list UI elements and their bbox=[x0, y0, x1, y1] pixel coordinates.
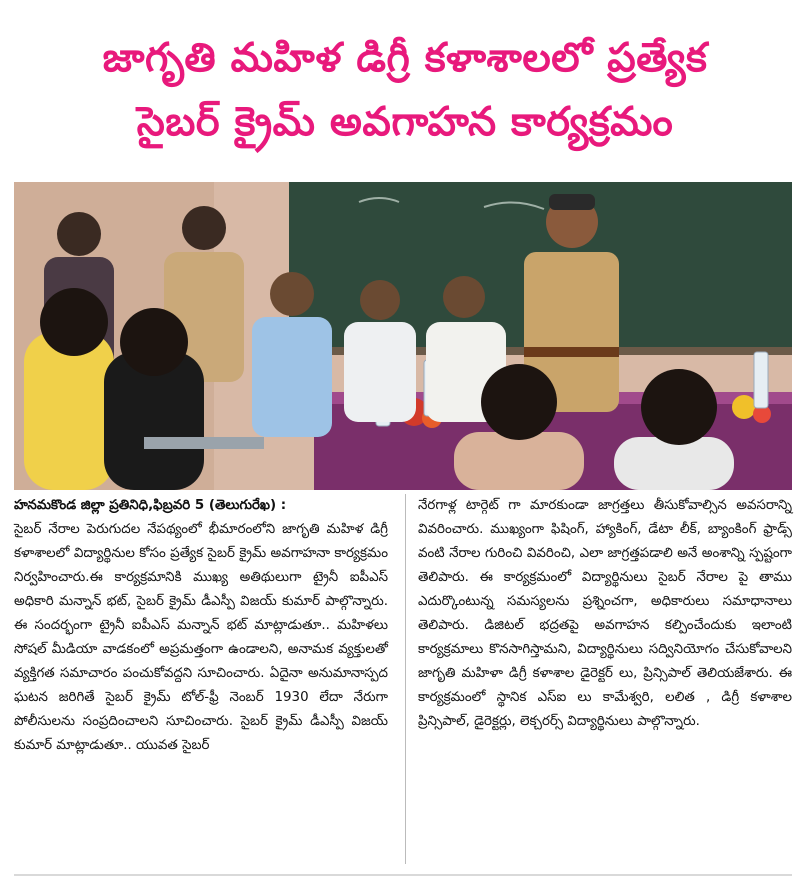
classroom-photo-icon bbox=[14, 182, 792, 490]
article-column-right bbox=[418, 494, 792, 734]
headline-line-2: సైబర్ క్రైమ్ అవగాహన కార్యక్రమం bbox=[136, 99, 674, 145]
headline-line-1: జాగృతి మహిళ డిగ్రీ కళాశాలలో ప్రత్యేక bbox=[102, 35, 708, 81]
article-body bbox=[14, 494, 792, 874]
news-photo bbox=[14, 182, 792, 490]
dateline: హనమకొండ జిల్లా ప్రతినిధి,ఫిబ్రవరి 5 (తెలుగురేఖ) : bbox=[14, 498, 287, 513]
article-paragraph-right: నేరగాళ్ల టార్గెట్ గా మారకుండా జాగ్రత్తలు తీసుకోవాల్సిన అవసరాన్ని వివరించారు. ముఖ్యంగా ఫిషింగ్, హ్యాకింగ్, డేటా లీక్, బ్యాంకింగ్ ఫ్రాడ్స్ వంటి నేరాల గురించి వివరించి, ఎలా జాగ్రత్తపడాలి అనే అంశాన్ని స్పష్టంగా తెలిపారు. ఈ కార్యక్రమంలో విద్యార్థినులు సైబర్ నేరాల పై తాము ఎదుర్కొంటున్న సమస్యలను ప్రశ్నించగా, అధికారులు సమాధానాలు తెలిపారు. డిజిటల్ భద్రతపై అవగాహన కల్పించేందుకు ఇలాంటి కార్యక్రమాలు కొనసాగిస్తామని, విద్యార్థినులు సద్వినియోగం చేసుకోవాలని జాగృతి మహిళా డిగ్రీ కళాశాల డైరెక్టర్ లు, ప్రిన్సిపాల్ తెలియజేశారు. ఈ కార్యక్రమంలో స్థానిక ఎస్ఐ లు కామేశ్వరి, లలిత , డిగ్రీ కళాశాల ప్రిన్సిపాల్, డైరెక్టర్లు, లెక్చరర్స్ విద్యార్థినులు పాల్గొన్నారు. bbox=[418, 498, 792, 729]
column-divider bbox=[405, 494, 406, 864]
article-paragraph-left: సైబర్ నేరాల పెరుగుదల నేపథ్యంలో భీమారంలోని జాగృతి మహిళ డిగ్రీ కళాశాలలో విద్యార్థినుల కోసం ప్రత్యేక సైబర్ క్రైమ్ అవగాహనా కార్యక్రమం నిర్వహించారు.ఈ కార్యక్రమానికి ముఖ్య అతిథులుగా ట్రైనీ ఐపీఎస్ అధికారి మన్నాన్ భట్, సైబర్ క్రైమ్ డీఎస్పీ విజయ్ కుమార్ పాల్గొన్నారు. ఈ సందర్భంగా ట్రైనీ ఐపీఎస్ మన్నాన్ భట్ మాట్లాడుతూ.. మహిళలు సోషల్ మీడియా వాడకంలో అప్రమత్తంగా ఉండాలని, అనామక వ్యక్తులతో వ్యక్తిగత సమాచారం పంచుకోవద్దని సూచించారు. ఏదైనా అనుమానాస్పద ఘటన జరిగితే సైబర్ క్రైమ్ టోల్-ఫ్రీ నెంబర్ 1930 లేదా నేరుగా పోలీసులను సంప్రదించాలని సూచించారు. సైబర్ క్రైమ్ డీఎస్పీ విజయ్ కుమార్ మాట్లాడుతూ.. యువత సైబర్ bbox=[14, 522, 388, 753]
headline bbox=[0, 0, 810, 180]
article-column-left bbox=[14, 494, 388, 758]
bottom-divider bbox=[14, 874, 792, 876]
